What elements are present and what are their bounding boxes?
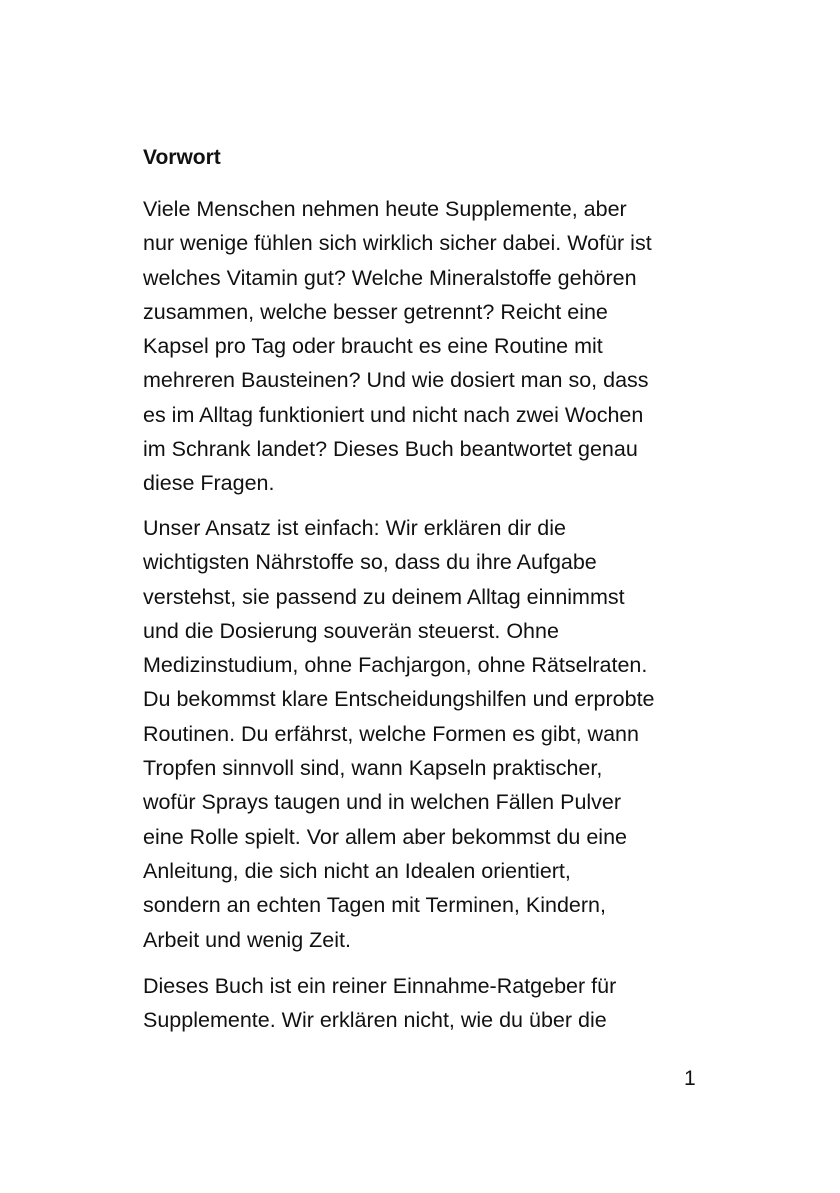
text-line: zusammen, welche besser getrennt? Reicht eine — [143, 299, 608, 324]
text-line: wofür Sprays taugen und in welchen Fällen Pulver — [143, 790, 622, 815]
text-line: welches Vitamin gut? Welche Mineralstoffe gehören — [143, 265, 637, 290]
page-number: 1 — [684, 1067, 696, 1090]
text-line: eine Rolle spielt. Vor allem aber bekommst du eine — [143, 824, 628, 849]
text-line: und die Dosierung souverän steuerst. Ohne — [143, 618, 559, 643]
text-line: Kapsel pro Tag oder braucht es eine Routine mit — [143, 334, 603, 359]
text-line: Supplemente. Wir erklären nicht, wie du über die — [143, 1008, 607, 1033]
text-line: diese Fragen. — [143, 471, 275, 496]
text-line: Du bekommst klare Entscheidungshilfen und erprobte — [143, 687, 655, 712]
text-line: Arbeit und wenig Zeit. — [143, 927, 351, 952]
text-line: im Schrank landet? Dieses Buch beantwortet genau — [143, 437, 638, 462]
text-line: Tropfen sinnvoll sind, wann Kapseln praktischer, — [143, 756, 603, 781]
text-line: nur wenige fühlen sich wirklich sicher dabei. Wofür ist — [143, 231, 652, 256]
text-line: Unser Ansatz ist einfach: Wir erklären dir die — [143, 516, 566, 540]
text-line: Dieses Buch ist ein reiner Einnahme-Ratgeber für — [143, 974, 617, 998]
paragraph-3 — [143, 969, 616, 1038]
paragraph-1 — [143, 192, 652, 501]
text-line: wichtigsten Nährstoffe so, dass du ihre Aufgabe — [143, 550, 597, 575]
chapter-heading: Vorwort — [143, 146, 221, 169]
text-line: Medizinstudium, ohne Fachjargon, ohne Rätselraten. — [143, 653, 648, 678]
text-line: es im Alltag funktioniert und nicht nach zwei Wochen — [143, 402, 644, 427]
text-line: mehreren Bausteinen? Und wie dosiert man so, dass — [143, 368, 649, 393]
text-line: Anleitung, die sich nicht an Idealen orientiert, — [143, 858, 571, 883]
text-line: sondern an echten Tagen mit Terminen, Kindern, — [143, 893, 606, 918]
text-line: verstehst, sie passend zu deinem Alltag einnimmst — [143, 584, 625, 609]
text-line: Viele Menschen nehmen heute Supplemente, aber — [143, 197, 627, 221]
text-line: Routinen. Du erfährst, welche Formen es gibt, wann — [143, 721, 639, 746]
paragraph-2 — [143, 511, 655, 957]
